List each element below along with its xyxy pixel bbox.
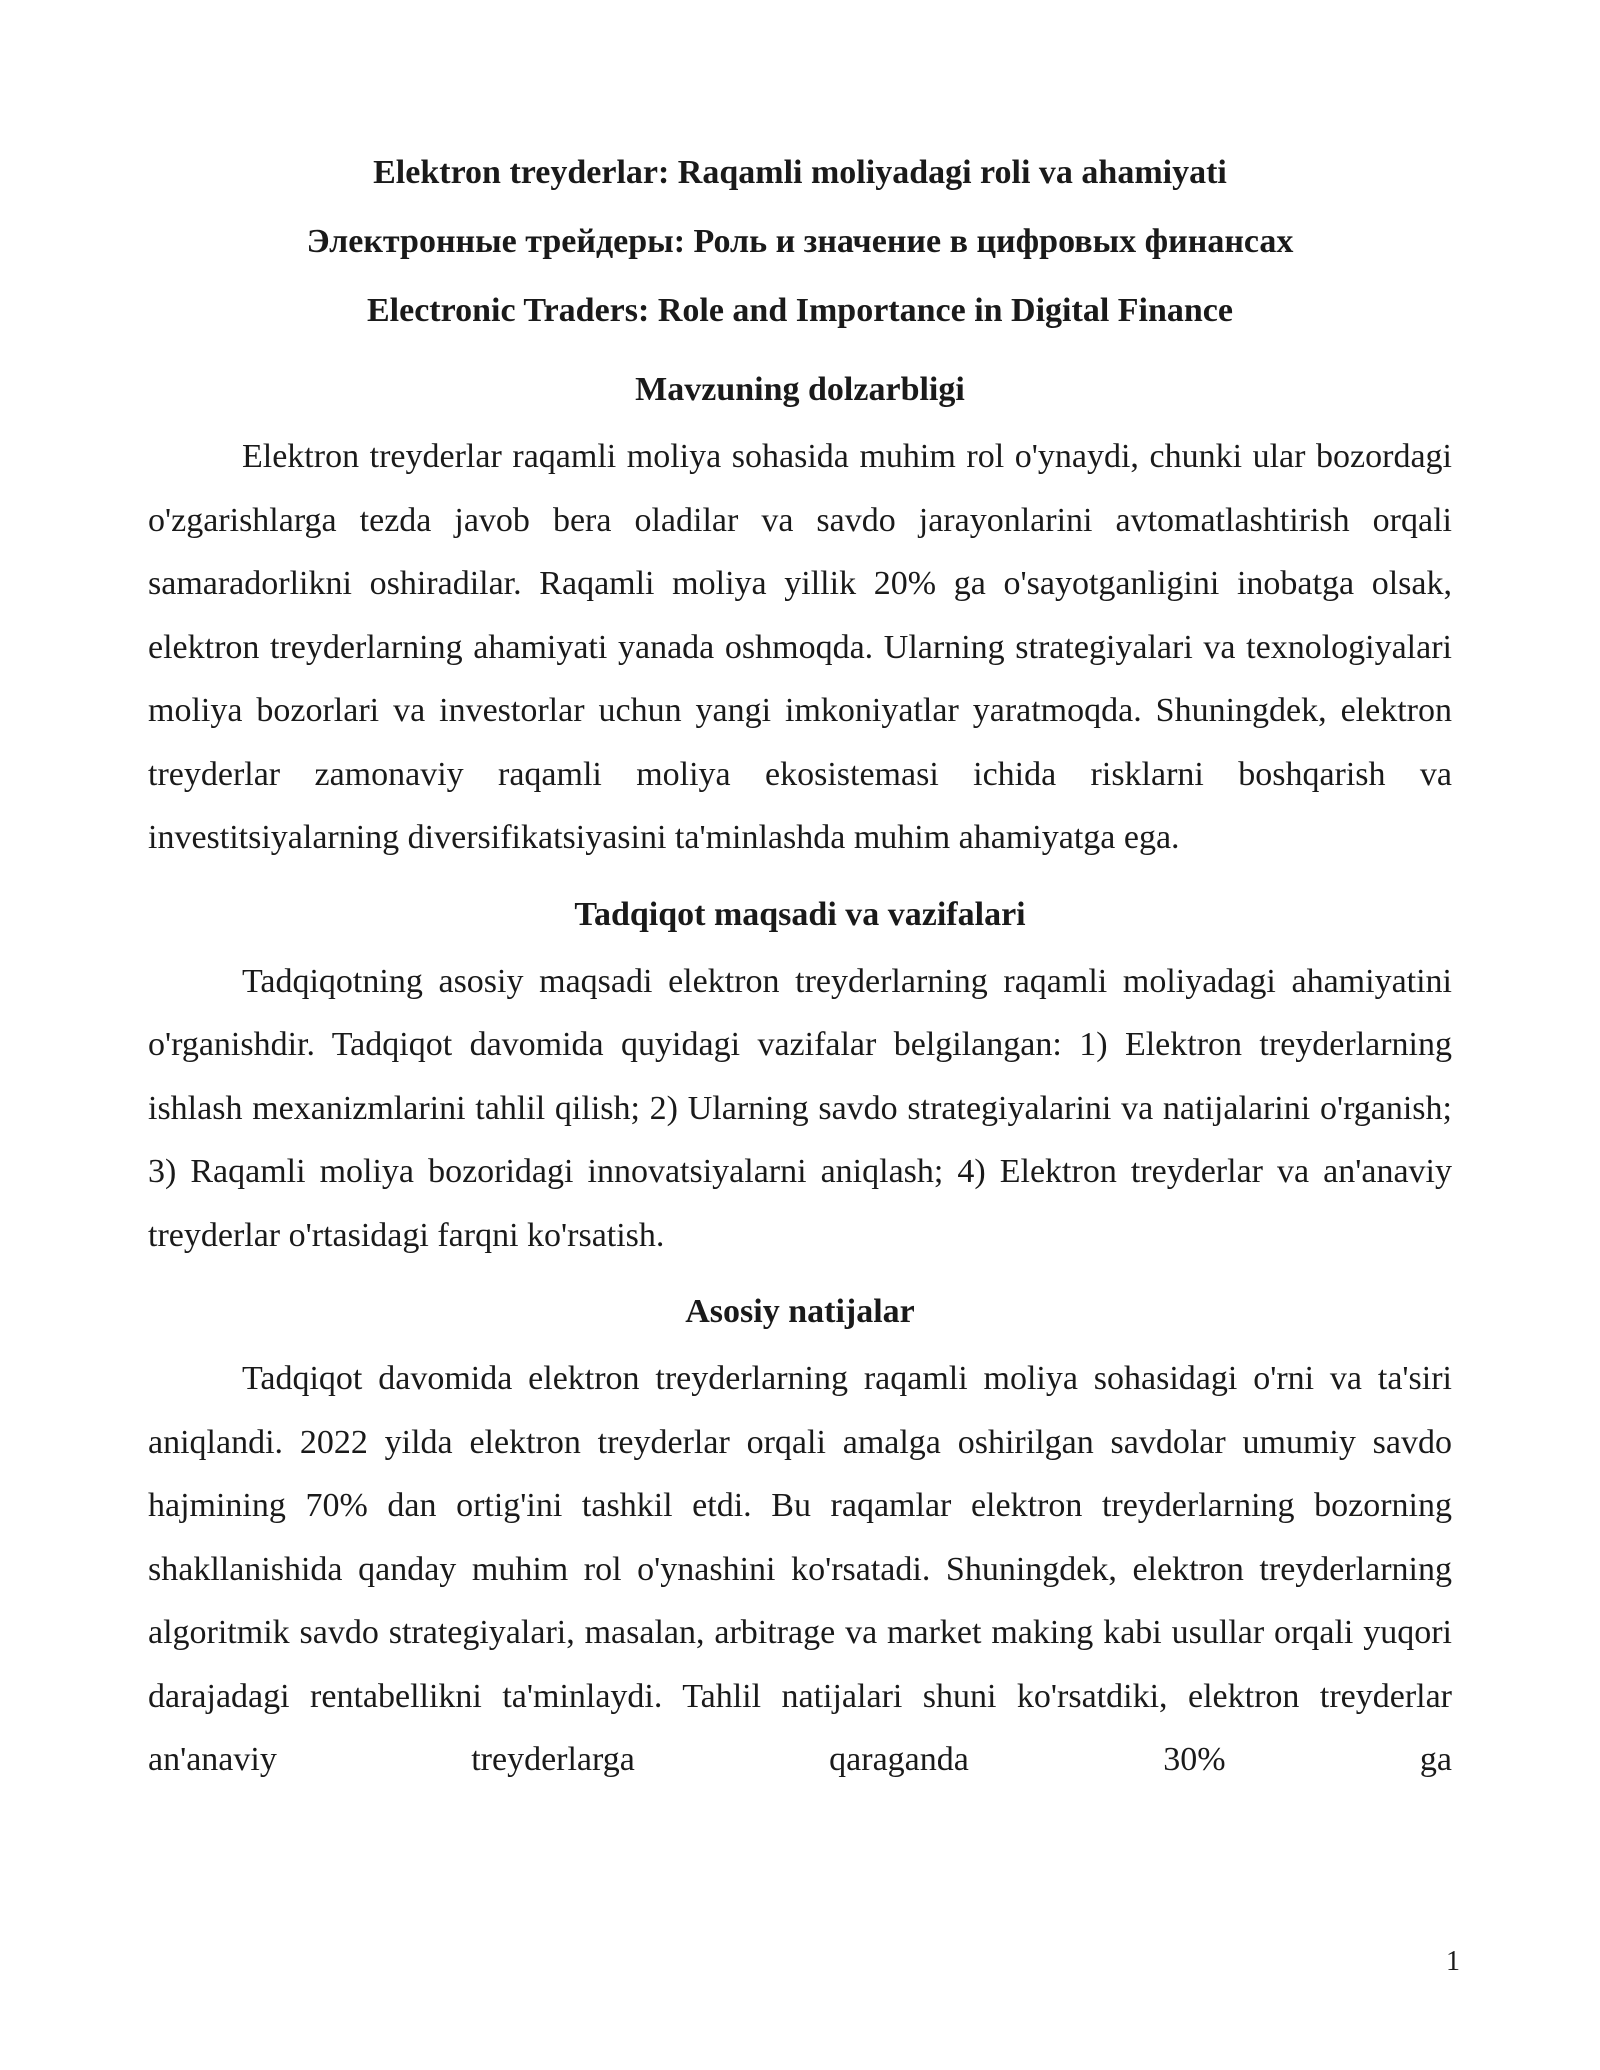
- title-uzbek: Elektron treyderlar: Raqamli moliyadagi roli va ahamiyati: [373, 154, 1227, 191]
- title-russian: Электронные трейдеры: Роль и значение в цифровых финансах: [306, 223, 1294, 260]
- section-text-goals: Tadqiqotning asosiy maqsadi elektron treyderlarning raqamli moliyadagi ahamiyatini o'rganishdir. Tadqiqot davomida quyidagi vazifalar belgilangan: 1) Elektron treyderlarning ishlash mexanizmlarini tahlil qilish; 2) Ularning savdo strategiyalarini va natijalarini o'rganish; 3) Raqamli moliya bozoridagi innovatsiyalarni aniqlash; 4) Elektron treyderlar va an'anaviy treyderlar o'rtasidagi farqni ko'rsatish.: [148, 962, 1452, 1254]
- section-text-results: Tadqiqot davomida elektron treyderlarning raqamli moliya sohasidagi o'rni va ta'siri aniqlandi. 2022 yilda elektron treyderlar orqali amalga oshirilgan savdolar umumiy savdo hajmining 70% dan ortig'ini tashkil etdi. Bu raqamlar elektron treyderlarning bozorning shakllanishida qanday muhim rol o'ynashini ko'rsatadi. Shuningdek, elektron treyderlarning algoritmik savdo strategiyalari, masalan, arbitrage va market making kabi usullar orqali yuqori darajadagi rentabellikni ta'minlaydi. Tahlil natijalari shuni ko'rsatdiki, elektron treyderlar an'anaviy treyderlarga qaraganda 30% ga: [148, 1360, 1452, 1778]
- page-number: 1: [1446, 1946, 1460, 1977]
- section-text-relevance: Elektron treyderlar raqamli moliya sohasida muhim rol o'ynaydi, chunki ular bozordagi o'zgarishlarga tezda javob bera oladilar va savdo jarayonlarini avtomatlashtirish orqali samaradorlikni oshiradilar. Raqamli moliya yillik 20% ga o'sayotganligini inobatga olsak, elektron treyderlarning ahamiyati yanada oshmoqda. Ularning strategiyalari va texnologiyalari moliya bozorlari va investorlar uchun yangi imkoniyatlar yaratmoqda. Shuningdek, elektron treyderlar zamonaviy raqamli moliya ekosistemasi ichida risklarni boshqarish va investitsiyalarning diversifikatsiyasini ta'minlashda muhim ahamiyatga ega.: [148, 438, 1452, 856]
- title-english: Electronic Traders: Role and Importance in Digital Finance: [367, 292, 1233, 329]
- section-heading-goals: Tadqiqot maqsadi va vazifalari: [574, 895, 1026, 933]
- section-heading-results: Asosiy natijalar: [685, 1293, 915, 1330]
- document-page: [148, 138, 1452, 1792]
- section-heading-relevance: Mavzuning dolzarbligi: [635, 371, 965, 408]
